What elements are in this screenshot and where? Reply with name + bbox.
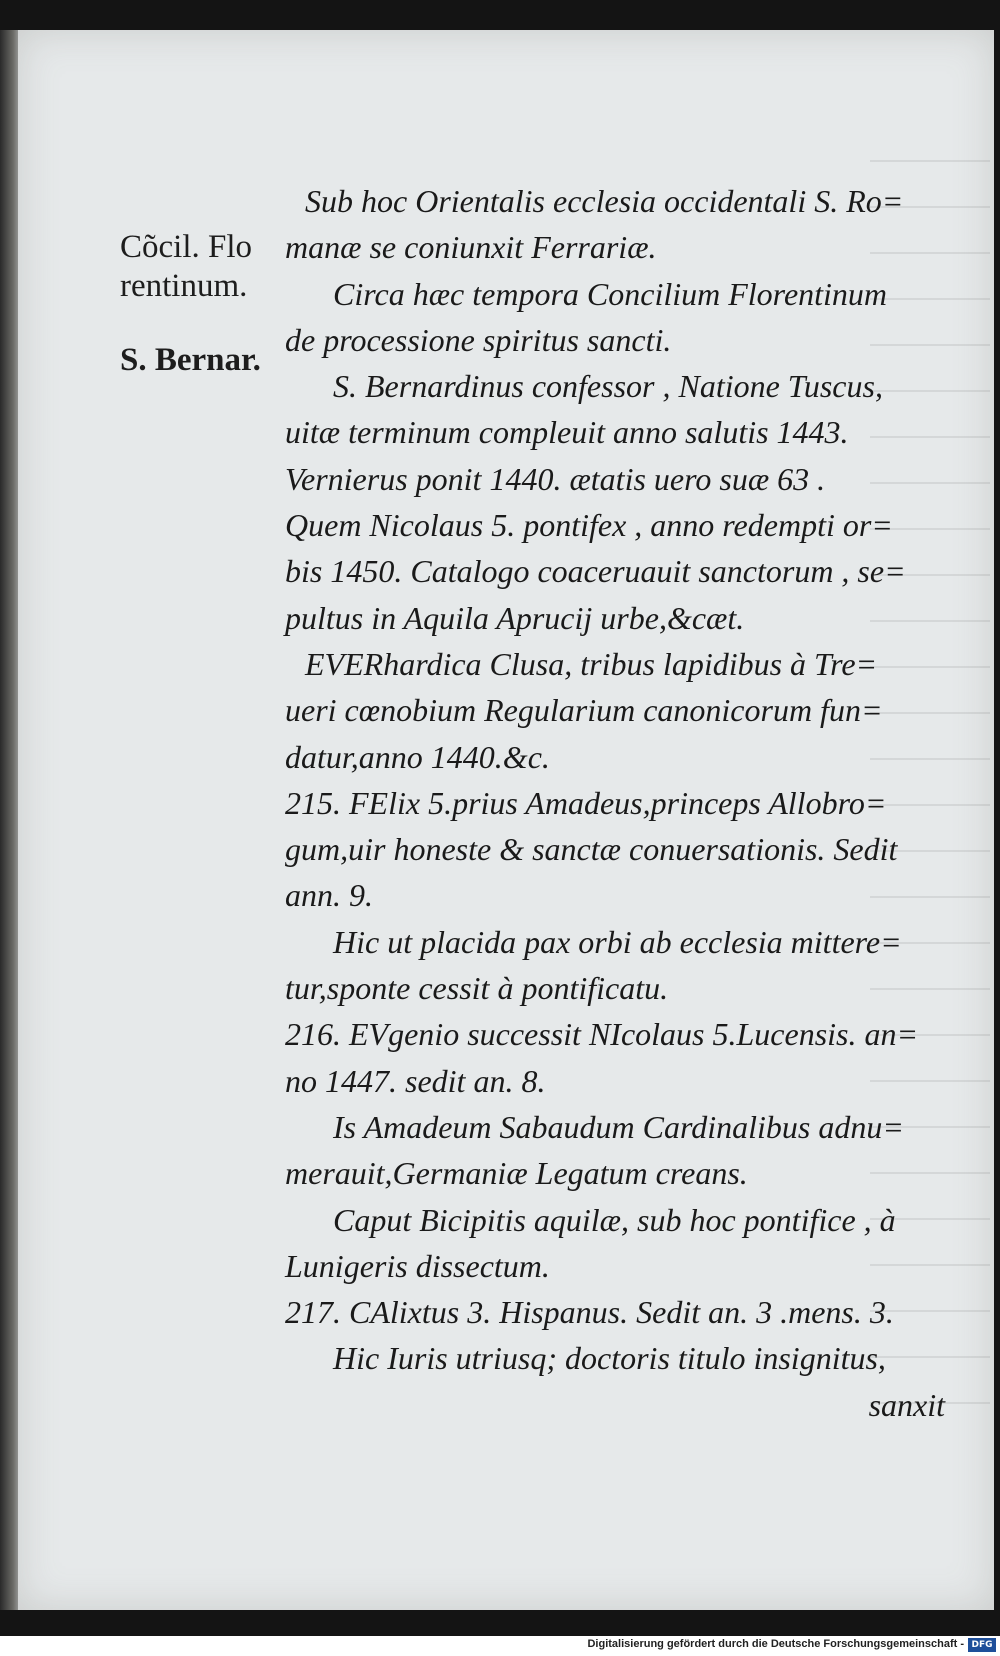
- text-line: bis 1450. Catalogo coaceruauit sanctorum , se=: [285, 553, 906, 590]
- margin-note-florentinum: rentinum.: [120, 268, 248, 304]
- text-line: Lunigeris dissectum.: [285, 1247, 550, 1284]
- text-line: no 1447. sedit an. 8.: [285, 1062, 546, 1099]
- main-text-column: [285, 178, 945, 1428]
- text-line: manæ se coniunxit Ferrariæ.: [285, 229, 657, 266]
- text-line: ueri cœnobium Regularium canonicorum fun=: [285, 692, 883, 729]
- text-line: S. Bernardinus confessor , Natione Tuscus,: [333, 368, 883, 405]
- margin-note-concilium: Cõcil. Flo: [120, 229, 253, 265]
- text-line: datur,anno 1440.&c.: [285, 738, 550, 775]
- text-line: Caput Bicipitis aquilæ, sub hoc pontifice , à: [333, 1201, 896, 1238]
- text-line: ann. 9.: [285, 877, 373, 914]
- text-line: gum,uir honeste & sanctæ conuersationis. Sedit: [285, 831, 898, 868]
- text-line: Is Amadeum Sabaudum Cardinalibus adnu=: [333, 1108, 904, 1145]
- text-line: tur,sponte cessit à pontificatu.: [285, 970, 669, 1007]
- text-line: Quem Nicolaus 5. pontifex , anno redempti or=: [285, 507, 893, 544]
- text-line: EVERhardica Clusa, tribus lapidibus à Tre=: [305, 645, 878, 682]
- text-line: 216. EVgenio successit NIcolaus 5.Lucensis. an=: [285, 1016, 919, 1053]
- catchword: sanxit: [868, 1386, 945, 1423]
- text-line: Circa hæc tempora Concilium Florentinum: [333, 275, 888, 312]
- text-line: de processione spiritus sancti.: [285, 321, 672, 358]
- text-line: pultus in Aquila Aprucij urbe,&cæt.: [285, 599, 745, 636]
- text-line: Hic Iuris utriusq; doctoris titulo insignitus,: [333, 1340, 886, 1377]
- text-line: Sub hoc Orientalis ecclesia occidentali S. Ro=: [305, 183, 904, 219]
- text-line: 217. CAlixtus 3. Hispanus. Sedit an. 3 .mens. 3.: [285, 1294, 894, 1331]
- margin-note-bernardinus: S. Bernar.: [120, 342, 261, 378]
- dfg-logo: DFG: [968, 1638, 996, 1652]
- text-line: uitæ terminum compleuit anno salutis 1443.: [285, 414, 849, 451]
- digitization-credit: Digitalisierung gefördert durch die Deutsche Forschungsgemeinschaft -: [587, 1638, 964, 1650]
- text-line: merauit,Germaniæ Legatum creans.: [285, 1155, 748, 1192]
- text-line: Vernierus ponit 1440. ætatis uero suæ 63 .: [285, 460, 826, 497]
- text-line: 215. FElix 5.prius Amadeus,princeps Allobro=: [285, 784, 887, 821]
- text-line: Hic ut placida pax orbi ab ecclesia mittere=: [333, 923, 902, 960]
